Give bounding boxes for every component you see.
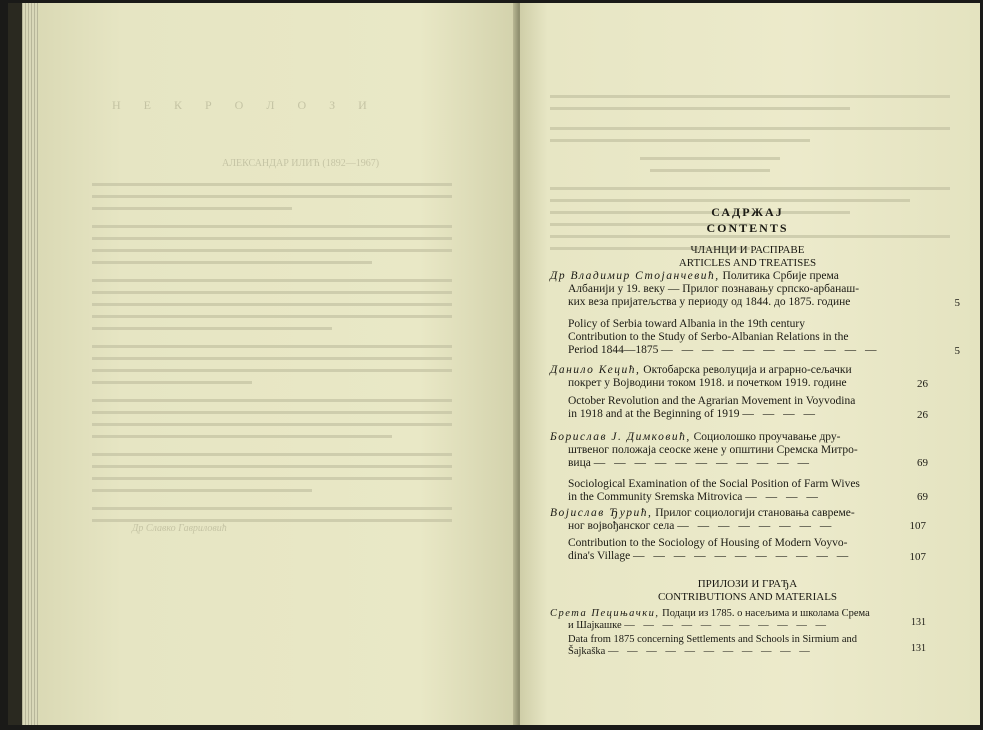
leader-dashes: — — — — — — — — — — — xyxy=(593,457,812,469)
entry-title-line: Прилог социологији становања савреме- xyxy=(655,507,855,519)
left-page xyxy=(22,3,519,725)
entry-title-line: October Revolution and the Agrarian Movement in Voyvodina xyxy=(568,395,856,407)
entry-title-line: Албанији у 19. веку — Прилог познавању српско-арбанаш- xyxy=(568,283,860,295)
entry-title-line: Policy of Serbia toward Albania in the 19th century xyxy=(568,318,805,330)
toc-title-serbian: САДРЖАЈ xyxy=(711,205,784,219)
entry-page-number: 107 xyxy=(909,520,926,532)
toc-title-english: CONTENTS xyxy=(706,221,789,235)
entry-title-line: Period 1844—1875 xyxy=(568,344,659,356)
entry-title-line: Data from 1875 concerning Settlements and Schools in Sirmium and xyxy=(568,634,857,645)
toc-entry[interactable] xyxy=(550,364,925,390)
entry-title-line: Социолошко проучавање дру- xyxy=(693,431,841,443)
section-title-contributions-en: CONTRIBUTIONS AND MATERIALS xyxy=(657,591,838,603)
section-title-contributions-sr: ПРИЛОЗИ И ГРАЂА xyxy=(697,578,798,590)
entry-title-line: Подаци из 1785. о насељима и школама Срема xyxy=(662,608,870,619)
section-title-articles-sr: ЧЛАНЦИ И РАСПРАВЕ xyxy=(690,244,805,256)
entry-page-number: 107 xyxy=(909,551,926,563)
leader-dashes: — — — — — — — — — — — xyxy=(624,620,829,631)
ghost-title: АЛЕКСАНДАР ИЛИЋ (1892—1967) xyxy=(222,158,380,169)
entry-title-line: вица xyxy=(568,457,591,469)
entry-title-line: in the Community Sremska Mitrovica xyxy=(568,491,743,503)
entry-title-line: ких веза пријатељства у периоду од 1844. до 1875. године xyxy=(568,296,851,308)
leader-dashes: — — — — xyxy=(742,408,819,420)
toc-entry[interactable] xyxy=(568,478,923,504)
entry-title-line: Sociological Examination of the Social Position of Farm Wives xyxy=(568,478,860,490)
toc-entry[interactable] xyxy=(550,507,925,533)
toc-entry[interactable] xyxy=(568,395,923,421)
toc-entry[interactable] xyxy=(550,431,925,470)
entry-author: Данило Кецић, xyxy=(550,364,641,376)
toc-entry[interactable] xyxy=(568,537,923,563)
entry-page-number: 131 xyxy=(911,617,926,628)
entry-title-line: штвеног положаја сеоске жене у општини Сремска Митро- xyxy=(568,444,858,456)
leader-dashes: — — — — xyxy=(745,491,821,503)
leader-dashes: — — — — — — — — — — — xyxy=(661,344,880,356)
entry-page-number: 5 xyxy=(954,345,960,357)
entry-author: Срета Пецињачки, xyxy=(550,608,660,619)
entry-page-number: 131 xyxy=(911,643,926,654)
entry-title-line: in 1918 and at the Beginning of 1919 xyxy=(568,408,740,420)
toc-entry[interactable] xyxy=(568,318,923,357)
entry-author: Борислав Ј. Димковић, xyxy=(550,431,691,443)
toc-entry[interactable] xyxy=(568,634,928,658)
leader-dashes: — — — — — — — — xyxy=(677,520,835,532)
toc-entry[interactable] xyxy=(550,270,920,309)
entry-title-line: ног војвођанског села xyxy=(568,520,675,532)
ghost-header: Н Е К Р О Л О З И xyxy=(112,98,377,112)
entry-page-number: 5 xyxy=(954,297,960,309)
table-of-contents xyxy=(520,0,975,722)
page-stack-edge xyxy=(22,3,38,725)
entry-title-line: Šajkaška xyxy=(568,646,606,657)
entry-page-number: 69 xyxy=(917,457,928,469)
entry-title-line: Октобарска револуција и аграрно-сељачки xyxy=(643,364,852,376)
entry-page-number: 26 xyxy=(917,409,928,421)
entry-title-line: покрет у Војводини током 1918. и почетком 1919. године xyxy=(568,377,847,389)
leader-dashes: — — — — — — — — — — — xyxy=(607,646,813,657)
entry-title-line: Contribution to the Study of Serbo-Albanian Relations in the xyxy=(568,331,849,343)
entry-author: Др Владимир Стојанчевић, xyxy=(550,270,720,282)
toc-entry[interactable] xyxy=(550,608,925,632)
ghost-signature: Др Славко Гавриловић xyxy=(132,523,227,534)
entry-title-line: dina's Village xyxy=(568,550,631,562)
entry-page-number: 69 xyxy=(917,491,928,503)
entry-page-number: 26 xyxy=(917,378,928,390)
entry-title-line: Contribution to the Sociology of Housing of Modern Voyvo- xyxy=(568,537,848,549)
entry-title-line: Политика Србије према xyxy=(722,270,839,282)
entry-title-line: и Шајкашке xyxy=(568,620,622,631)
entry-author: Војислав Ђурић, xyxy=(550,507,653,519)
leader-dashes: — — — — — — — — — — — xyxy=(633,550,852,562)
section-title-articles-en: ARTICLES AND TREATISES xyxy=(678,257,817,269)
